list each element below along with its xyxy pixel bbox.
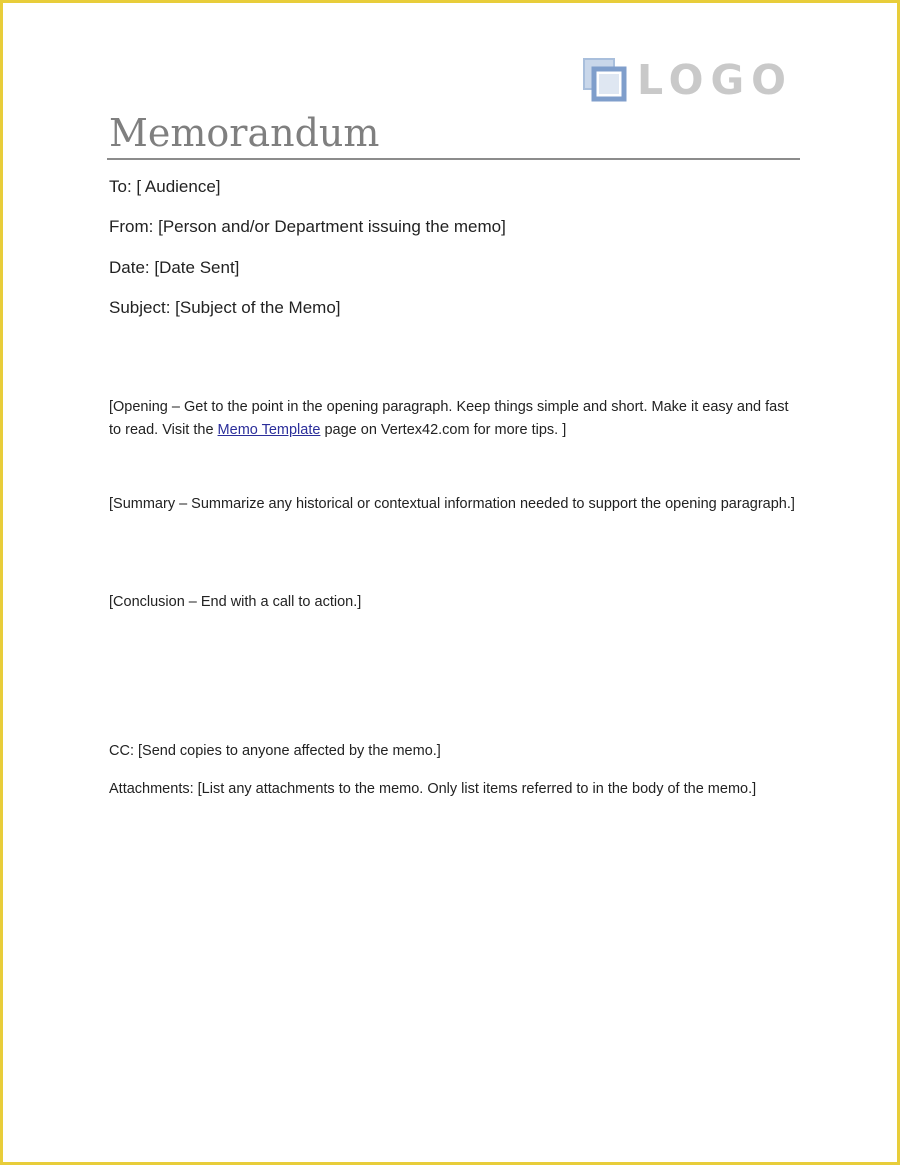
logo-text: LOGO (637, 56, 794, 104)
opening-paragraph (109, 396, 799, 442)
logo (583, 57, 793, 103)
cc-line: CC: [Send copies to anyone affected by the memo.] (109, 743, 441, 759)
opening-text-end: page on Vertex42.com for more tips. ] (320, 422, 567, 438)
opening-text-start: [Opening – Get to the point in the opening paragraph. Keep things simple and short. Make it easy and fast to read. Visit the (109, 399, 789, 438)
page-title: Memorandum (109, 111, 380, 155)
attachments-line: Attachments: [List any attachments to the memo. Only list items referred to in the body of the memo.] (109, 781, 757, 797)
date-line: Date: [Date Sent] (109, 258, 240, 277)
subject-line: Subject: [Subject of the Memo] (109, 298, 341, 317)
logo-squares-icon (583, 58, 627, 102)
from-line: From: [Person and/or Department issuing the memo] (109, 217, 506, 236)
title-divider (107, 158, 800, 160)
memo-template-link[interactable]: Memo Template (217, 422, 321, 438)
summary-paragraph: [Summary – Summarize any historical or contextual information needed to support the opening paragraph.] (109, 496, 795, 512)
conclusion-paragraph: [Conclusion – End with a call to action.] (109, 594, 362, 610)
to-line: To: [ Audience] (109, 177, 221, 196)
